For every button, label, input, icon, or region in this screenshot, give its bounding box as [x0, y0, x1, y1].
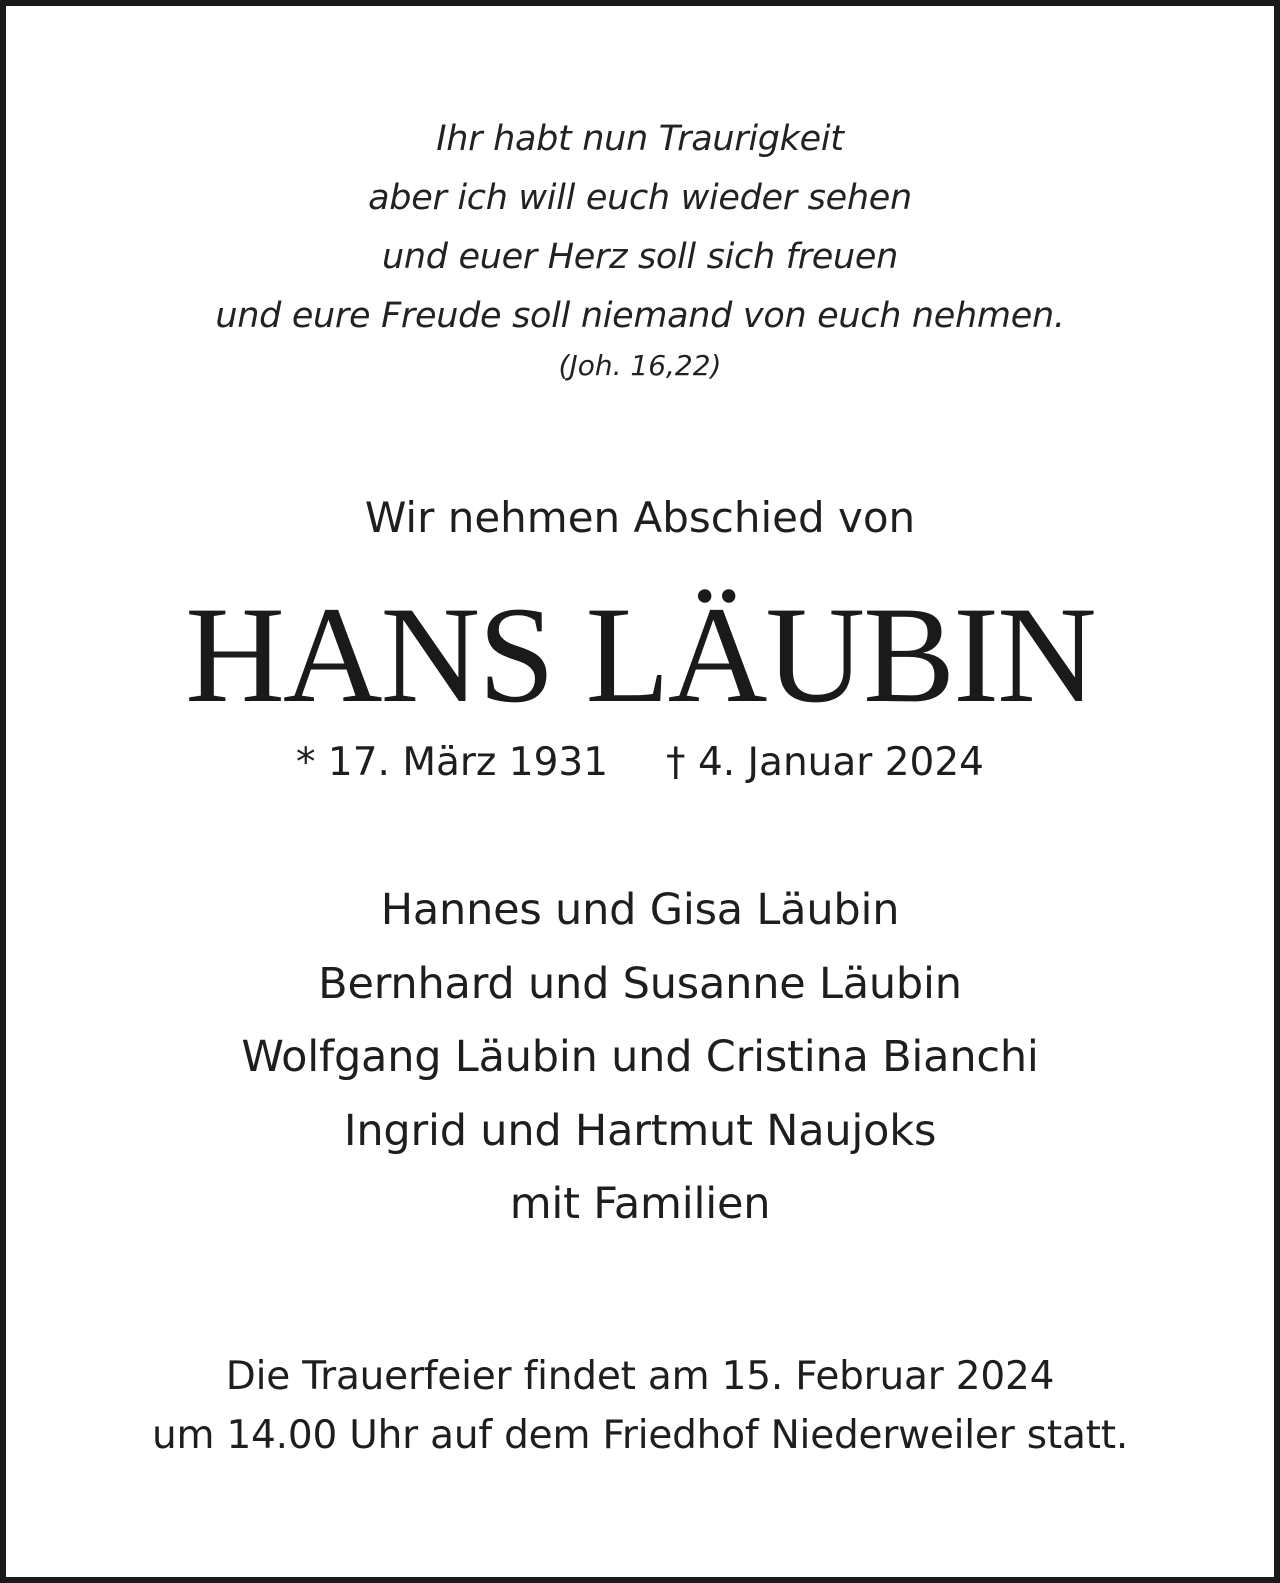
mourner-line: mit Familien	[509, 1179, 771, 1229]
deceased-name: HANS LÄUBIN	[185, 578, 1095, 731]
bible-verse	[6, 110, 1274, 386]
verse-line: und eure Freude soll niemand von euch nehmen.	[215, 296, 1065, 336]
verse-line: aber ich will euch wieder sehen	[368, 178, 912, 218]
funeral-service-info	[6, 1347, 1274, 1465]
verse-line: und euer Herz soll sich freuen	[381, 237, 899, 277]
mourner-line: Ingrid und Hartmut Naujoks	[343, 1105, 937, 1156]
mourner-line: Wolfgang Läubin und Cristina Bianchi	[241, 1032, 1039, 1082]
life-dates	[6, 736, 1274, 790]
birth-date: * 17. März 1931	[296, 740, 609, 785]
mourners-list	[6, 874, 1274, 1242]
verse-reference: (Joh. 16,22)	[558, 349, 722, 382]
mourner-line: Hannes und Gisa Läubin	[380, 885, 900, 935]
death-date: † 4. Januar 2024	[666, 740, 984, 785]
verse-line: Ihr habt nun Traurigkeit	[436, 119, 844, 159]
service-line: um 14.00 Uhr auf dem Friedhof Niederweiler statt.	[151, 1413, 1129, 1458]
mourner-line: Bernhard und Susanne Läubin	[318, 958, 962, 1009]
service-line: Die Trauerfeier findet am 15. Februar 2024	[225, 1354, 1055, 1399]
intro-text: Wir nehmen Abschied von	[364, 493, 916, 542]
